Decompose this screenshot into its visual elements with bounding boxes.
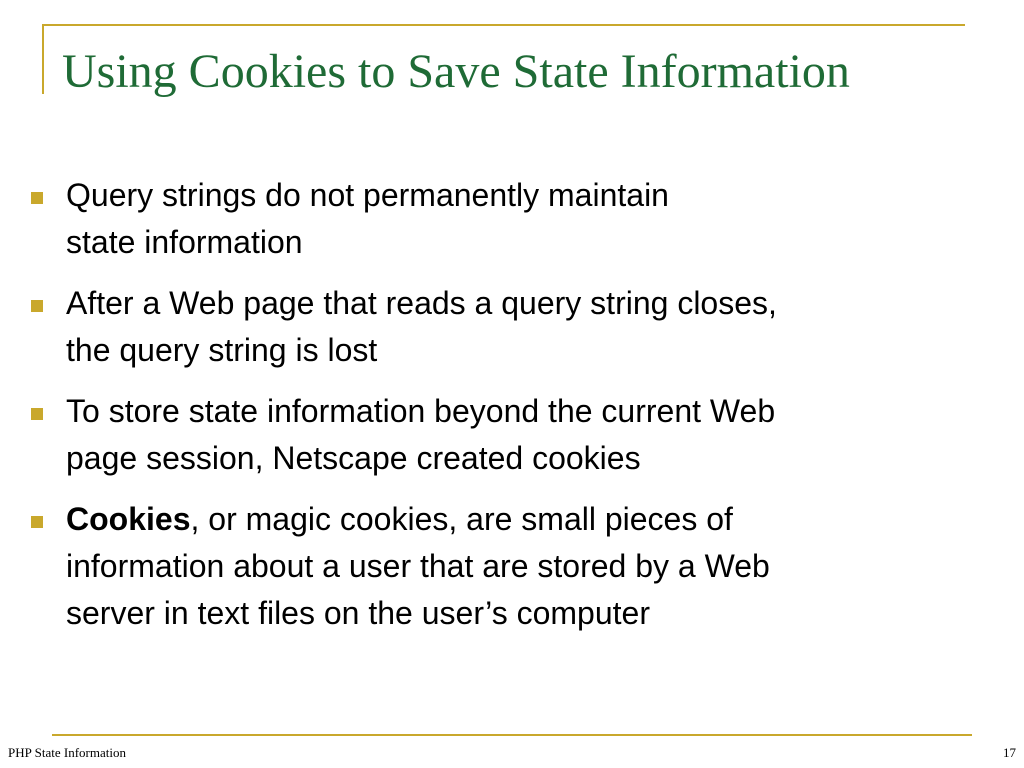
- square-bullet-icon: [31, 408, 43, 420]
- bullet-item-3: [0, 388, 1024, 482]
- bullet-item-1: [0, 172, 1024, 266]
- bullet-text-line: state information: [66, 224, 303, 260]
- square-bullet-icon: [31, 300, 43, 312]
- square-bullet-icon: [31, 192, 43, 204]
- bullet-text-line: server in text files on the user’s computer: [66, 595, 650, 631]
- bullet-text-line: Query strings do not permanently maintain: [66, 177, 669, 213]
- footer-presentation-title: PHP State Information: [8, 745, 126, 760]
- bullet-text-line: After a Web page that reads a query string closes,: [66, 285, 777, 321]
- square-bullet-icon: [31, 516, 43, 528]
- bullet-list: [0, 172, 1024, 651]
- bullet-text-line: page session, Netscape created cookies: [66, 440, 641, 476]
- slide-number: 17: [1003, 745, 1016, 760]
- term-cookies: Cookies: [66, 501, 191, 537]
- bullet-text-line: To store state information beyond the current Web: [66, 393, 776, 429]
- bullet-text-line: the query string is lost: [66, 332, 378, 368]
- footer-rule: [52, 734, 972, 736]
- bullet-item-2: [0, 280, 1024, 374]
- bullet-text-line: information about a user that are stored by a Web: [66, 548, 770, 584]
- title-frame-left-rule: [42, 24, 44, 94]
- bullet-item-4: [0, 496, 1024, 637]
- title-frame-top-rule: [42, 24, 965, 26]
- slide-title: Using Cookies to Save State Information: [62, 45, 850, 98]
- bullet-text-line: , or magic cookies, are small pieces of: [190, 501, 733, 537]
